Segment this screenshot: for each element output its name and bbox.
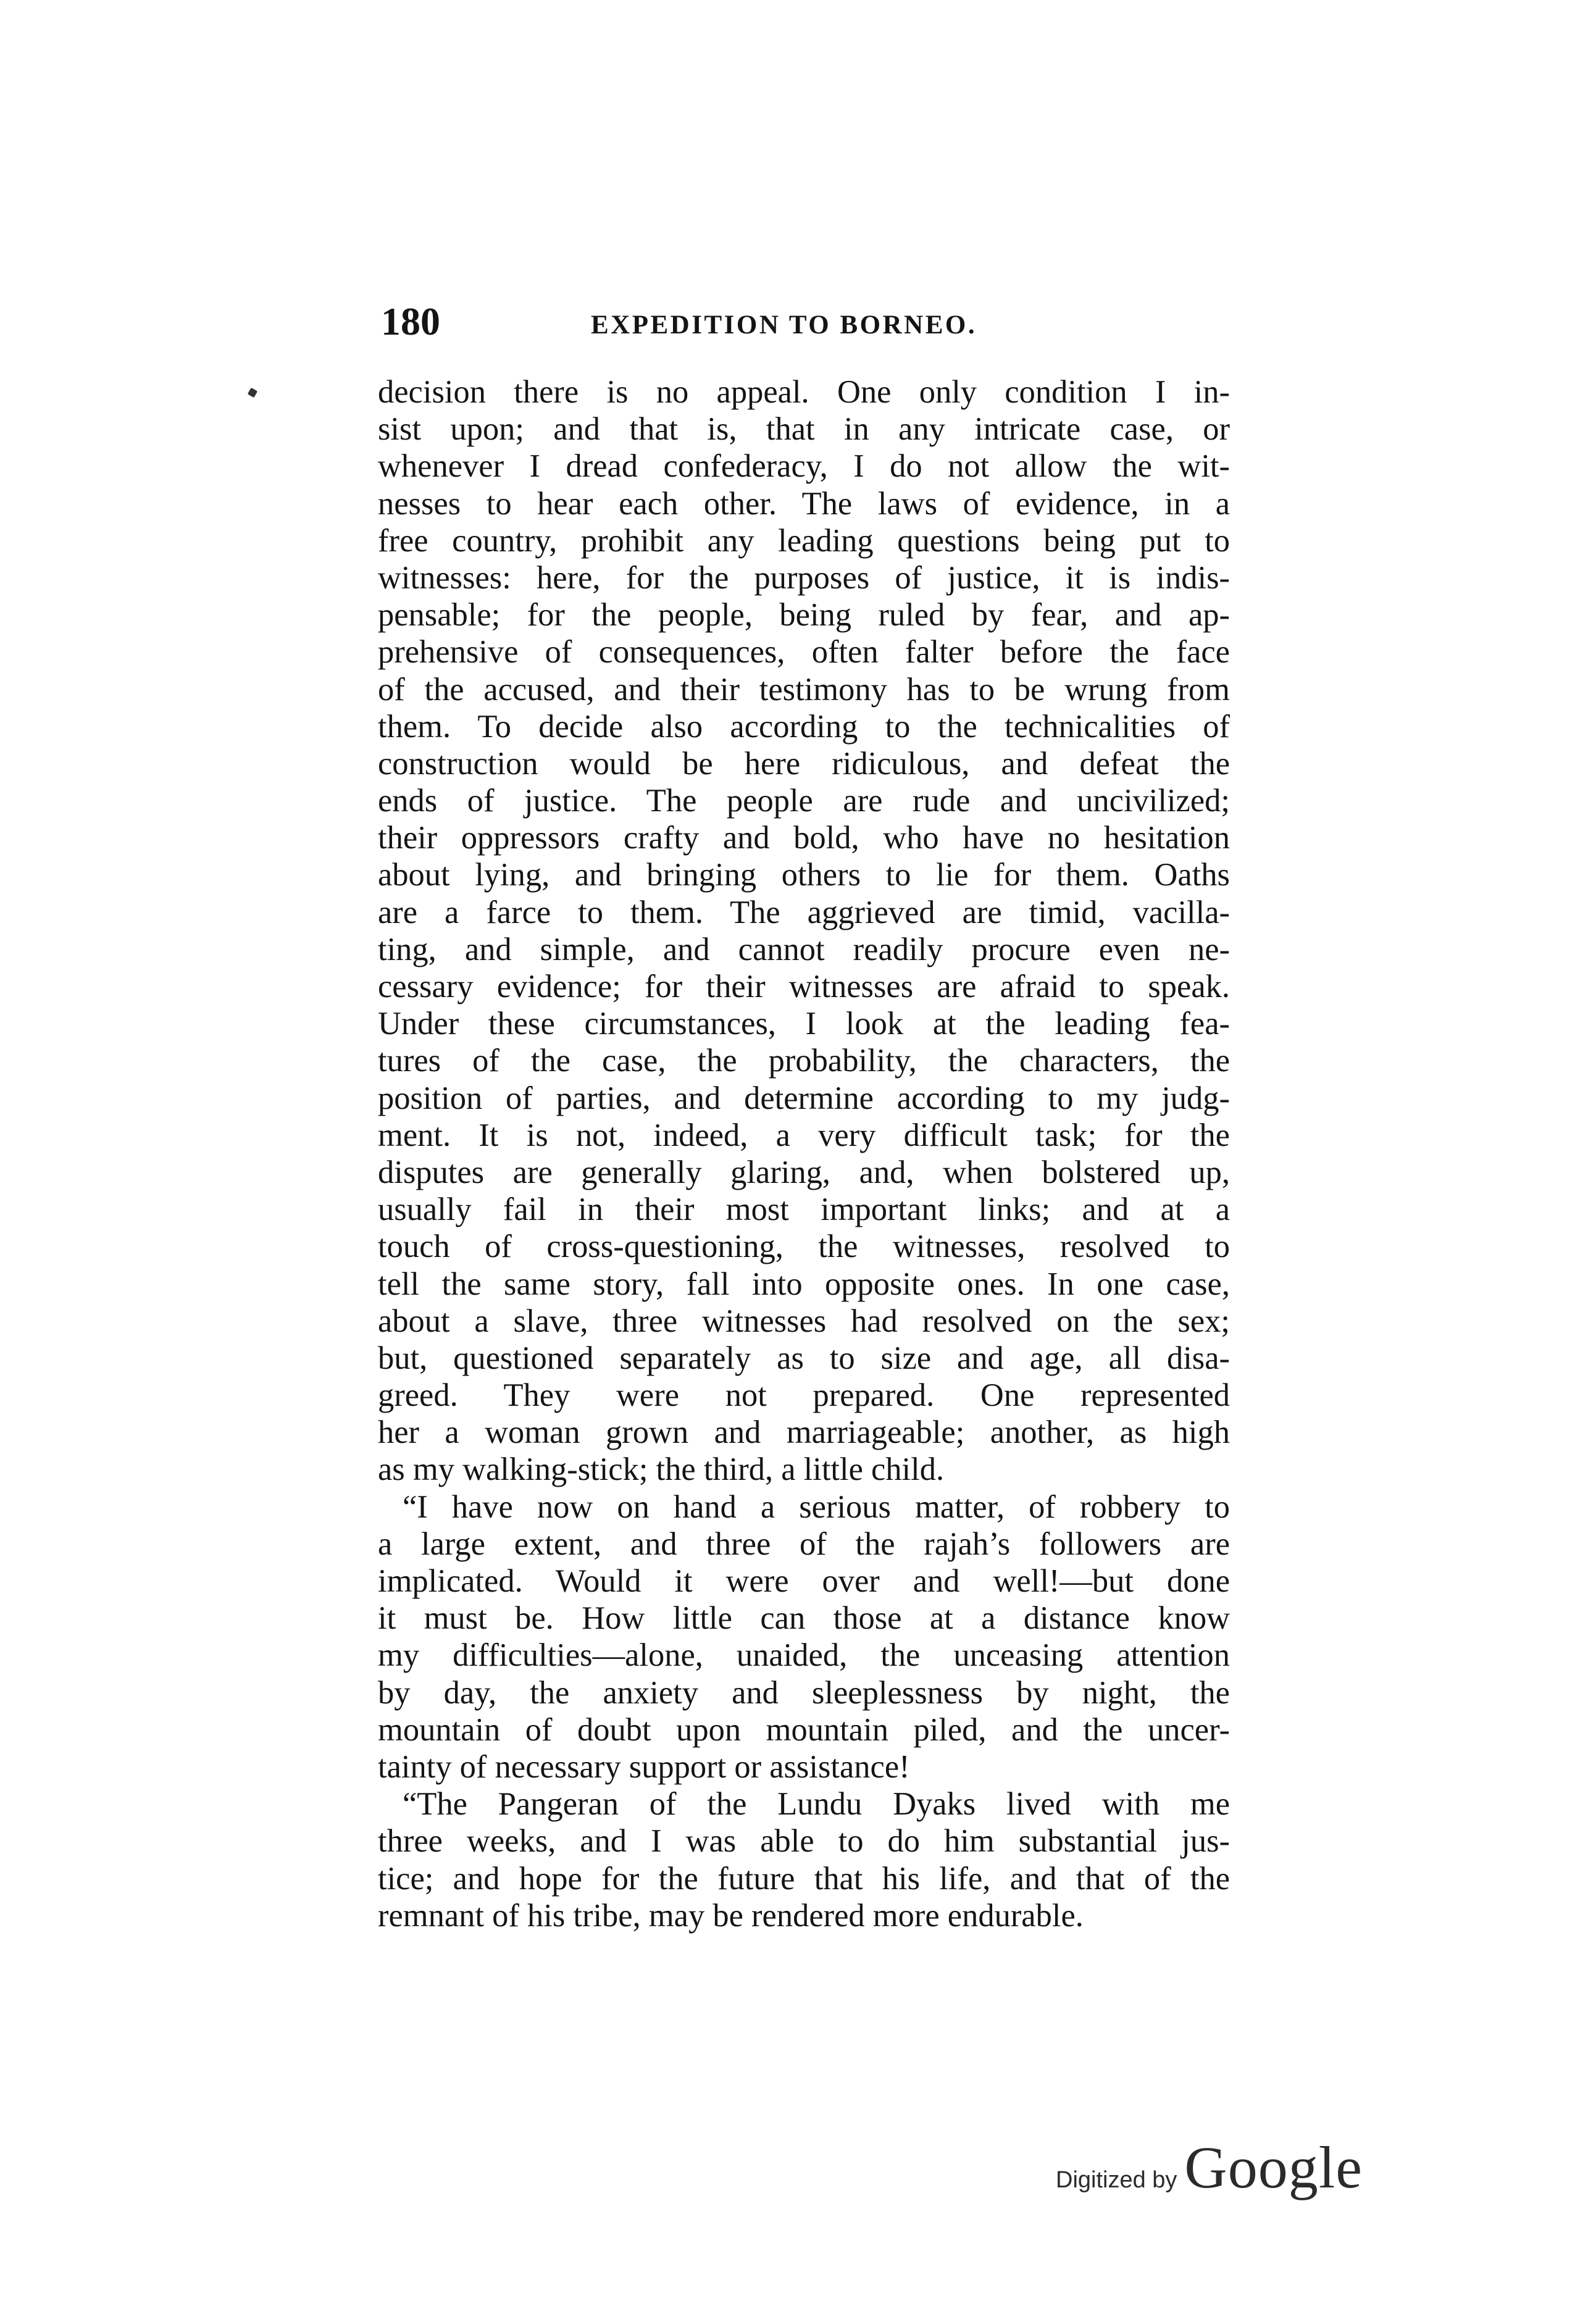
text-line: sist upon; and that is, that in any intricate case, or — [378, 411, 1230, 448]
text-line: ment. It is not, indeed, a very difficult task; for the — [378, 1117, 1230, 1153]
text-line: about a slave, three witnesses had resolved on the sex; — [378, 1303, 1230, 1339]
text-line: ends of justice. The people are rude and uncivilized; — [378, 783, 1230, 819]
digitized-watermark — [1056, 2133, 1363, 2207]
text-line: tures of the case, the probability, the characters, the — [378, 1043, 1230, 1079]
text-line: three weeks, and I was able to do him substantial jus- — [378, 1823, 1230, 1860]
text-line: position of parties, and determine according to my judg- — [378, 1080, 1230, 1116]
text-line: my difficulties—alone, unaided, the unceasing attention — [378, 1637, 1230, 1674]
text-line: about lying, and bringing others to lie for them. Oaths — [378, 857, 1230, 893]
text-line: “The Pangeran of the Lundu Dyaks lived with me — [403, 1786, 1230, 1823]
text-line: Under these circumstances, I look at the leading fea- — [378, 1006, 1230, 1042]
text-line: but, questioned separately as to size and age, all disa- — [378, 1340, 1230, 1376]
text-line: ting, and simple, and cannot readily procure even ne- — [378, 931, 1230, 967]
text-line: tell the same story, fall into opposite ones. In one case, — [378, 1266, 1230, 1302]
text-line: a large extent, and three of the rajah’s followers are — [378, 1526, 1230, 1562]
text-line: whenever I dread confederacy, I do not allow the wit- — [378, 448, 1230, 485]
margin-mark — [248, 388, 257, 398]
text-line: usually fail in their most important links; and at a — [378, 1192, 1230, 1228]
text-line: her a woman grown and marriageable; another, as high — [378, 1414, 1230, 1451]
text-line: of the accused, and their testimony has to be wrung from — [378, 671, 1230, 708]
text-line: as my walking-stick; the third, a little child. — [378, 1451, 945, 1488]
text-line: tice; and hope for the future that his life, and that of the — [378, 1860, 1230, 1897]
text-line: touch of cross-questioning, the witnesses, resolved to — [378, 1229, 1230, 1265]
page-number: 180 — [381, 299, 440, 343]
text-line: prehensive of consequences, often falter before the face — [378, 634, 1230, 670]
text-line: decision there is no appeal. One only condition I in- — [378, 374, 1230, 410]
text-line: pensable; for the people, being ruled by fear, and ap- — [378, 597, 1230, 633]
text-line: remnant of his tribe, may be rendered more endurable. — [378, 1897, 1084, 1934]
text-line: it must be. How little can those at a distance know — [378, 1600, 1230, 1637]
running-title: EXPEDITION TO BORNEO. — [591, 311, 977, 340]
text-line: cessary evidence; for their witnesses are afraid to speak. — [378, 969, 1230, 1004]
text-line: nesses to hear each other. The laws of evidence, in a — [378, 485, 1230, 522]
page-header — [381, 300, 1233, 349]
text-line: witnesses: here, for the purposes of justice, it is indis- — [378, 559, 1230, 596]
text-line: “I have now on hand a serious matter, of robbery to — [403, 1489, 1230, 1525]
body-text — [378, 374, 1230, 1934]
text-line: are a farce to them. The aggrieved are timid, vacilla- — [378, 894, 1230, 930]
text-line: implicated. Would it were over and well!—but done — [378, 1563, 1230, 1599]
watermark-prefix: Digitized by — [1056, 2167, 1177, 2193]
text-line: greed. They were not prepared. One represented — [378, 1377, 1230, 1414]
text-line: mountain of doubt upon mountain piled, and the uncer- — [378, 1711, 1230, 1748]
google-logo: Google — [1184, 2134, 1363, 2200]
text-line: tainty of necessary support or assistance! — [378, 1748, 910, 1785]
text-line: their oppressors crafty and bold, who have no hesitation — [378, 820, 1230, 856]
text-line: by day, the anxiety and sleeplessness by night, the — [378, 1674, 1230, 1711]
text-line: free country, prohibit any leading questions being put to — [378, 522, 1230, 559]
text-line: construction would be here ridiculous, and defeat the — [378, 745, 1230, 782]
text-line: them. To decide also according to the technicalities of — [378, 708, 1230, 745]
text-line: disputes are generally glaring, and, when bolstered up, — [378, 1154, 1230, 1190]
